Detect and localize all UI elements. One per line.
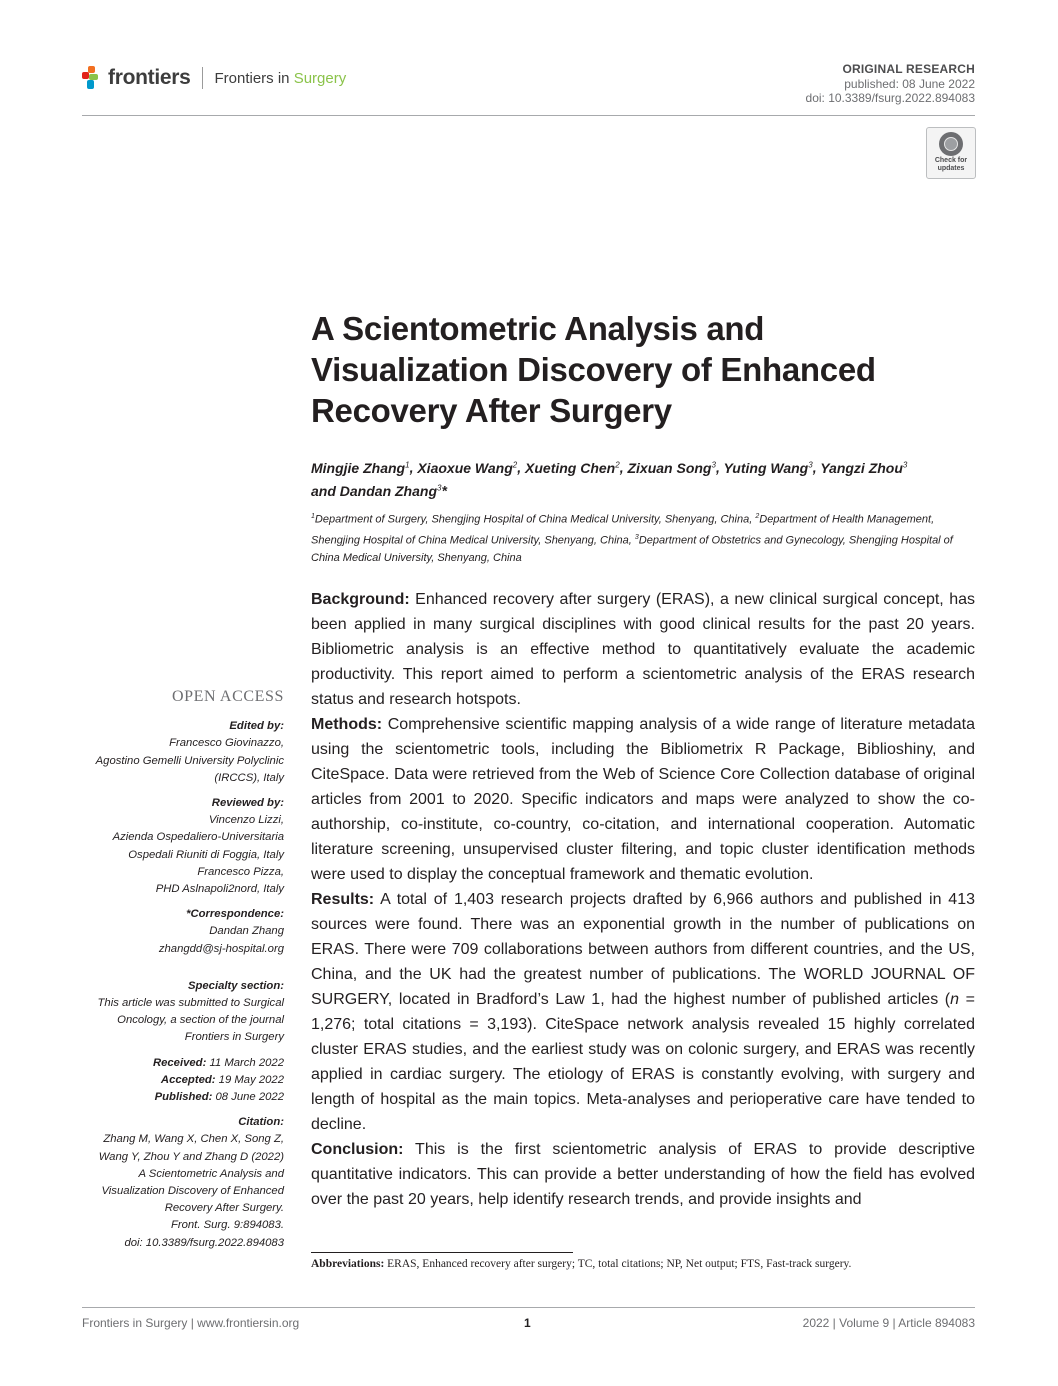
author-name[interactable]: Xiaoxue Wang$^2$ [417,459,518,476]
author-name[interactable]: Zixuan Song$^3$ [627,459,716,476]
frontiers-logo-icon [82,66,104,90]
header-doi-link[interactable]: doi: 10.3389/fsurg.2022.894083 [805,91,975,105]
author-list: Mingjie Zhang$^1$, Xiaoxue Wang$^2$, Xueting Chen$^2$, Zixuan Song$^3$, Yuting Wang$^3$, Yangzi Zhou$^3$ and Dandan Zhang$^3$* [311,459,908,499]
abstract-background: Background: Enhanced recovery after surgery (ERAS), a new clinical surgical concept, has been applied in many surgical disciplines with good clinical results for the past 20 years. Bibliometric analysis is an effective method to quantitatively evaluate the academic productivity. This report aimed to perform a scientometric analysis of the ERAS research status and research hotspots. [311,591,975,708]
section-label: Methods: [311,716,383,733]
abstract-results: Results: A total of 1,403 research projects drafted by 6,966 authors and published in 413 sources were found. There was an exponential growth in the number of publications on ERAS. There were 709 collaborations between authors from different countries, and the US, China, and the UK had the greatest number of publications. The WORLD JOURNAL OF SURGERY, located in Bradford’s Law 1, had the highest number of published articles (n = 1,276; total citations = 3,193). CiteSpace network analysis revealed 15 highly correlated cluster ERAS studies, and the earliest study was on colonic surgery, and ERAS was recently applied in cardiac surgery. The etiology of ERAS is constantly evolving, with surgery and length of hospital as the main topics. Meta-analyses and perioperative care have tended to decline. [311,891,976,1133]
affiliation: Department of Obstetrics and Gynecology, Shengjing Hospital of China Medical University, Shenyang, China [311,534,953,565]
author-name[interactable]: Xueting Chen$^2$ [525,459,620,476]
published-date: published: 08 June 2022 [844,76,975,91]
affiliation: Department of Surgery, Shengjing Hospital of China Medical University, Shenyang, China, [314,513,756,526]
logo-text: frontiers [108,66,191,89]
citation-doi-link[interactable]: doi: 10.3389/fsurg.2022.894083 [124,1236,284,1249]
reviewed-by: Reviewed by: Vincenzo Lizzi, Azienda Ospedaliero-Universitaria Ospedali Riuniti di Foggia, Italy Francesco Pizza, PHD Aslnapoli2nord, Italy [112,797,284,896]
frontiers-logo[interactable] [82,66,346,90]
author-name[interactable]: and Dandan Zhang$^3$ [311,482,442,499]
section-label: Conclusion: [311,1141,404,1158]
abstract [311,587,975,1212]
open-access-label: OPEN ACCESS [172,688,284,705]
header-divider [82,115,975,116]
author-name[interactable]: Yuting Wang$^3$ [723,459,813,476]
page-number: 1 [524,1316,531,1330]
dates: Received: 11 March 2022 Accepted: 19 May 2022 Published: 08 June 2022 [152,1056,284,1104]
logo-divider [202,67,203,89]
edited-by: Edited by: Francesco Giovinazzo, Agostino Gemelli University Polyclinic (IRCCS), Italy [95,720,284,784]
abbreviations-footnote: Abbreviations: ERAS, Enhanced recovery after surgery; TC, total citations; NP, Net output; FTS, Fast-track surgery. [311,1258,852,1270]
check-updates-line2: updates [937,164,965,172]
check-for-updates-button[interactable] [926,127,976,179]
journal-accent: Surgery [293,69,347,87]
article-type: ORIGINAL RESEARCH [842,62,975,76]
journal-name [214,70,346,87]
abstract-methods: Methods: Comprehensive scientific mapping analysis of a wide range of literature metadata using the scientometric tools, including the Bibliometrix R Package, Biblioshiny, and CiteSpace. Data were retrieved from the Web of Science Core Collection database of original articles from 2001 to 2020. Specific indicators and maps were analyzed to show the co-authorship, co-institute, co-country, co-citation, and international cooperation. Automatic literature screening, unsupervised cluster filtering, and topic cluster identification methods were used to display the conceptual framework and thematic evolution. [311,716,975,883]
article-meta [806,62,975,106]
footer-journal-link[interactable]: Frontiers in Surgery | www.frontiersin.org [82,1316,300,1330]
title-line: A Scientometric Analysis and [311,310,765,347]
title-line: Visualization Discovery of Enhanced [311,351,876,388]
footer-volume-info: 2022 | Volume 9 | Article 894083 [802,1316,975,1330]
footnote-rule [311,1252,573,1253]
affiliations: $^1$Department of Surgery, Shengjing Hospital of China Medical University, Shenyang, China, $^2$Department of Health Management, Shengjing Hospital of China Medical University, Shenyang, China, $^3$Department of Obstetrics and Gynecology, Shengjing Hospital of China Medical University, Shenyang, China [311,513,953,565]
correspondence-email-link[interactable]: zhangdd@sj-hospital.org [158,942,284,955]
author-name[interactable]: Mingjie Zhang$^1$ [311,459,410,476]
abstract-conclusion: Conclusion: This is the first scientometric analysis of ERAS to provide descriptive quantitative indicators. This can provide a better understanding of how the field has evolved over the past 20 years, help identify research trends, and provide insights and [311,1141,976,1208]
journal-prefix: Frontiers in [214,69,294,87]
title-line: Recovery After Surgery [311,392,672,429]
affiliation: Department of Health Management, Shengjing Hospital of China Medical University, Shenyang, China, [311,513,935,547]
article-title [311,308,991,431]
section-label: Results: [311,891,375,908]
check-updates-line1: Check for [934,157,968,164]
specialty-section: Specialty section: This article was submitted to Surgical Oncology, a section of the journal Frontiers in Surgery [97,979,284,1044]
check-updates-icon [939,132,963,156]
citation: Citation: Zhang M, Wang X, Chen X, Song Z, Wang Y, Zhou Y and Zhang D (2022) A Scientometric Analysis and Visualization Discovery of Enhanced Recovery After Surgery. Front. Surg. 9:894083. doi: 10.3389/fsurg.2022.894083 [64,1114,284,1252]
author-name[interactable]: Yangzi Zhou$^3$ [820,459,908,476]
section-label: Background: [311,591,410,608]
article-sidebar [64,688,284,1260]
correspondence: *Correspondence: Dandan Zhang zhangdd@sj-hospital.org [64,906,284,958]
footer-divider [82,1307,975,1308]
